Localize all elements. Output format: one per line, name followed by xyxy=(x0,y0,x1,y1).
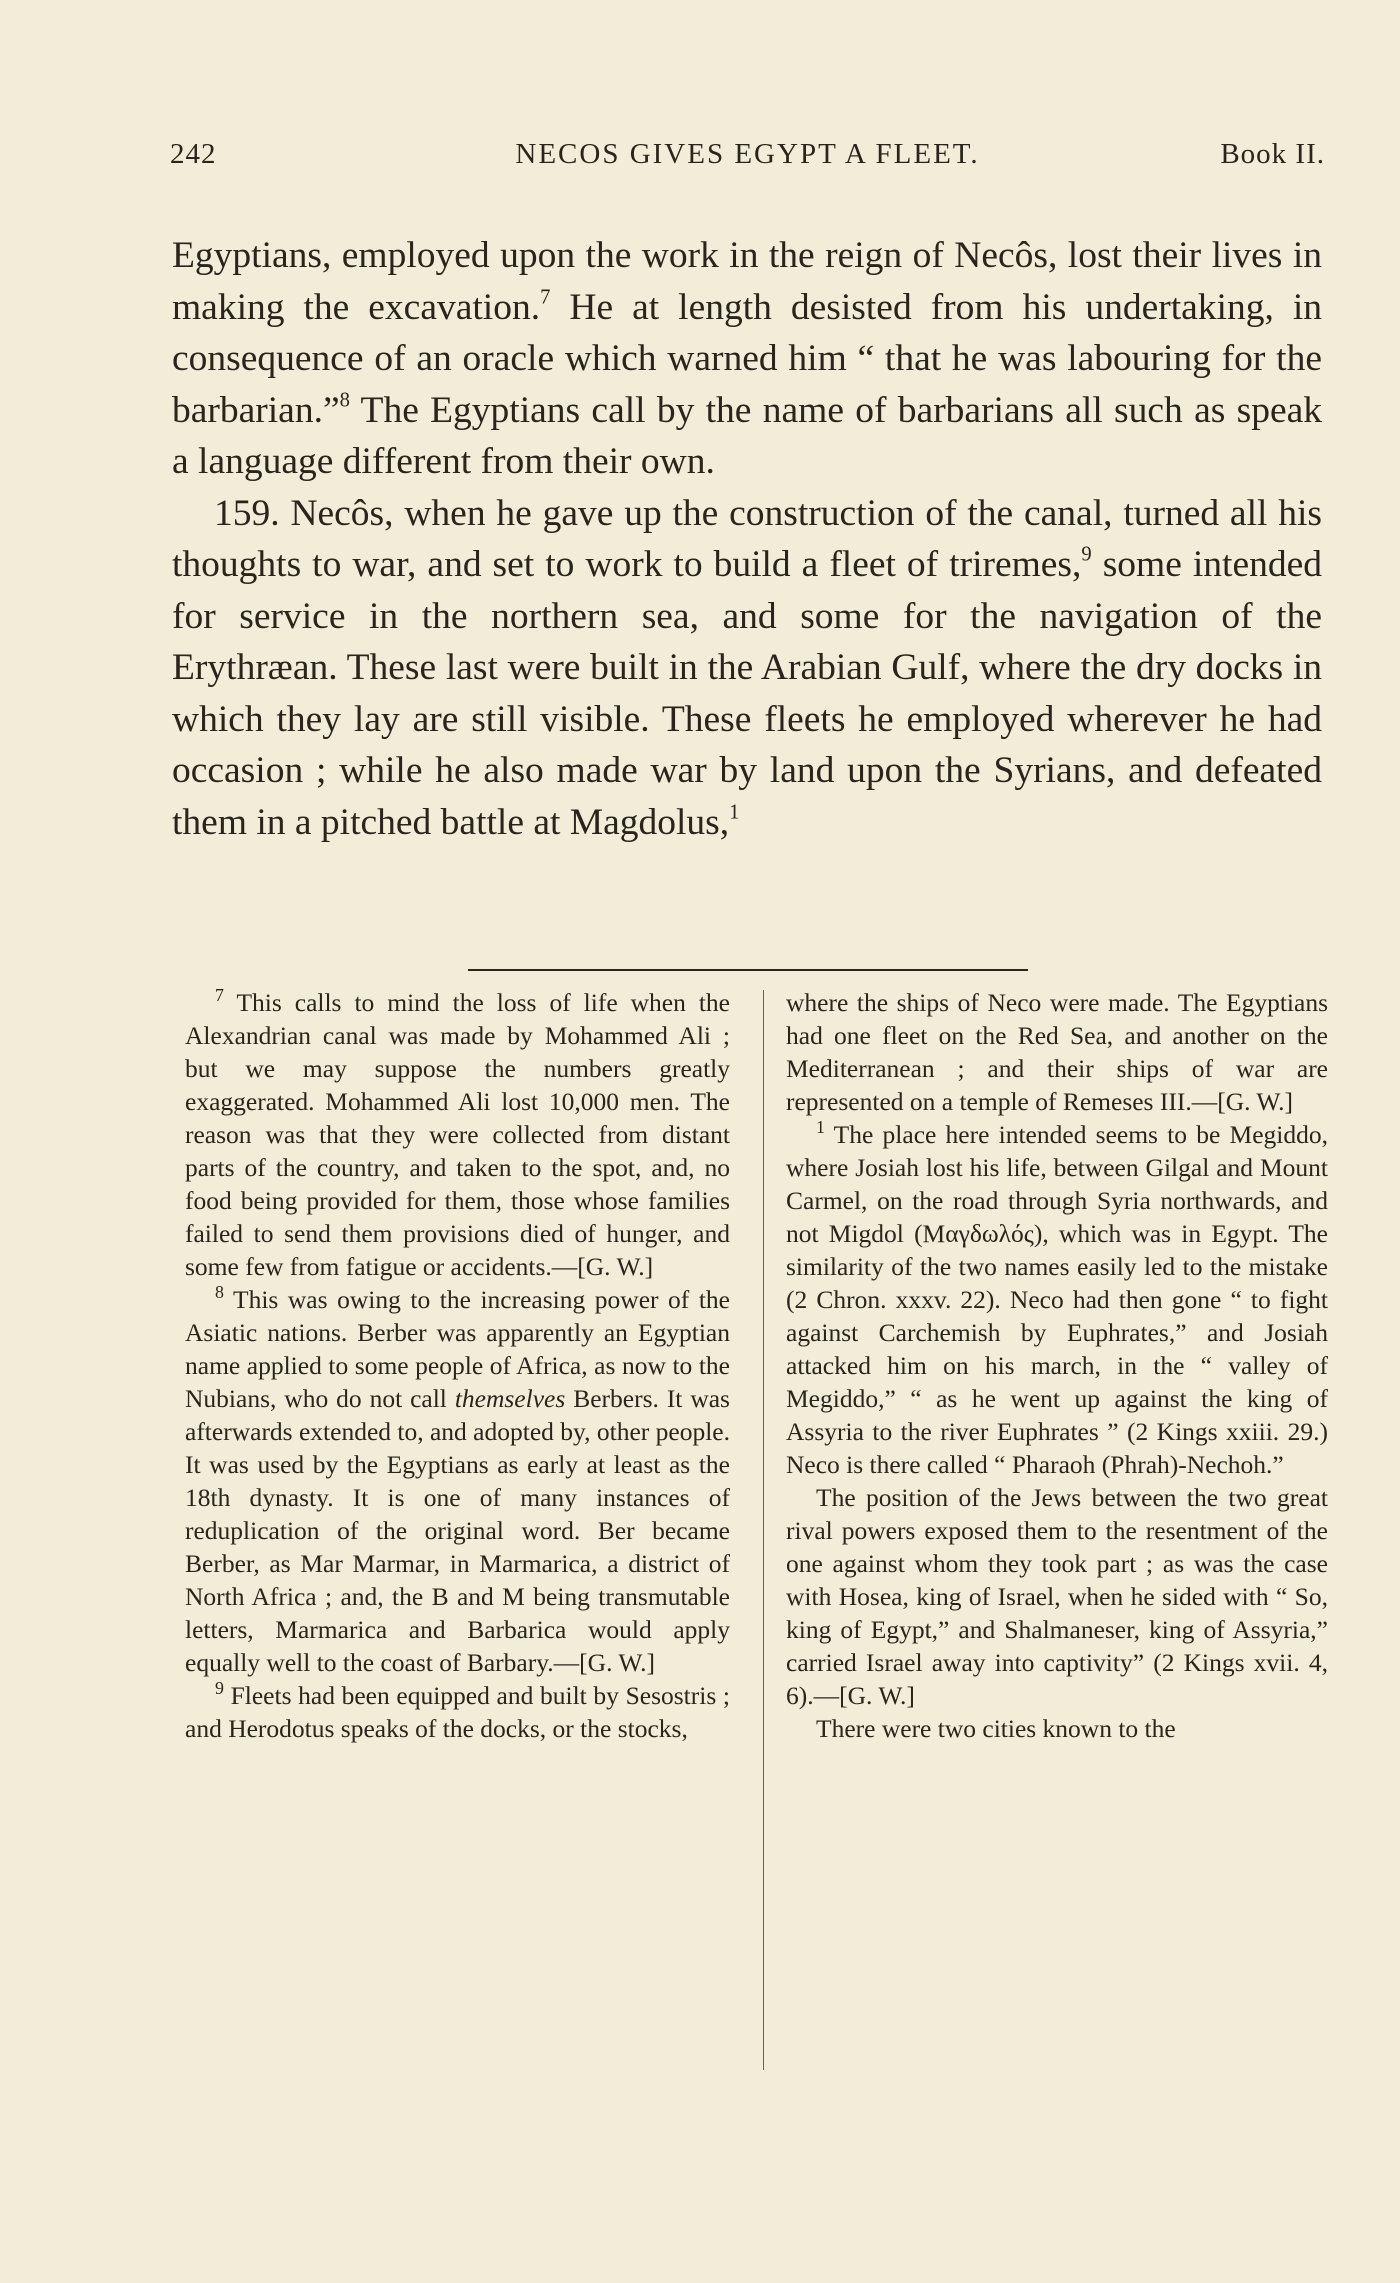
paragraph-159: 159. Necôs, when he gave up the construction of the canal, turned all his thoughts to war, and set to work to build a fleet of triremes,$^9$ some intended for service in the northern sea, and some for the navigation of the Erythræan. These last were built in the Arabian Gulf, where the dry docks in which they lay are still visible. These fleets he employed wherever he had occasion ; while he also made war by land upon the Syrians, and defeated them in a pitched battle at Magdolus,$^1$ xyxy=(172,492,1322,843)
footnote-ref-8: 8 xyxy=(339,389,350,412)
footnotes-left-column xyxy=(185,986,730,1745)
footnote-9-continued: where the ships of Neco were made. The Egyptians had one fleet on the Red Sea, and another on the Mediterranean ; and their ships of war are represented on a temple of Remeses III.—[G. W.] xyxy=(786,988,1328,1116)
book-label: Book II. xyxy=(1220,138,1325,170)
page-header xyxy=(170,138,1325,178)
footnote-ref-1: 1 xyxy=(729,801,740,824)
footnote-1: $^1$ The place here intended seems to be Megiddo, where Josiah lost his life, between Gilgal and Mount Carmel, on the road through Syria northwards, and not Migdol (Μαγδωλός), which was in Egypt. The similarity of the two names easily led to the mistake (2 Chron. xxxv. 22). Neco had then gone “ to fight against Carchemish by Euphrates,” and Josiah attacked him on his march, in the “ valley of Megiddo,” “ as he went up against the king of Assyria to the river Euphrates ” (2 Kings xxiii. 29.) Neco is there called “ Pharaoh (Phrah)-Nechoh.” xyxy=(786,1117,1328,1479)
footnotes-right-column xyxy=(786,986,1328,1745)
paragraph-158-end: Egyptians, employed upon the work in the reign of Necôs, lost their lives in making the excavation.$^7$ He at length desisted from his undertaking, in consequence of an oracle which warned him “ that he was labouring for the barbarian.”$^8$ The Egyptians call by the name of barbarians all such as speak a language different from their own. xyxy=(172,235,1322,482)
running-title: NECOS GIVES EGYPT A FLEET. xyxy=(515,138,980,170)
footnote-ref-9: 9 xyxy=(1081,543,1092,566)
footnote-1-cities-paragraph: There were two cities known to the xyxy=(816,1714,1176,1743)
footnote-ref-7: 7 xyxy=(540,286,551,309)
footnote-1-jews-paragraph: The position of the Jews between the two great rival powers exposed them to the resentment of the one against whom they took part ; as was the case with Hosea, king of Israel, when he sided with “ So, king of Egypt,” and Shalmaneser, king of Assyria,” carried Israel away into captivity” (2 Kings xvii. 4, 6).—[G. W.] xyxy=(786,1483,1328,1710)
main-text xyxy=(172,230,1322,848)
footnote-7: $^7$ This calls to mind the loss of life when the Alexandrian canal was made by Mohammed Ali ; but we may suppose the numbers greatly exaggerated. Mohammed Ali lost 10,000 men. The reason was that they were collected from distant parts of the country, and taken to the spot, and, no food being provided for them, those whose families failed to send them provisions died of hunger, and some few from fatigue or accidents.—[G. W.] xyxy=(185,985,730,1281)
page-number: 242 xyxy=(170,138,217,170)
footnote-rule xyxy=(468,969,1028,971)
footnote-8: $^8$ This was owing to the increasing power of the Asiatic nations. Berber was apparently an Egyptian name applied to some people of Africa, as now to the Nubians, who do not call themselves Berbers. It was afterwards extended to, and adopted by, other people. It was used by the Egyptians as early at least as the 18th dynasty. It is one of many instances of reduplication of the original word. Ber became Berber, as Mar Marmar, in Marmarica, a district of North Africa ; and, the B and M being transmutable letters, Marmarica and Barbarica would apply equally well to the coast of Barbary.—[G. W.] xyxy=(185,1282,730,1677)
footnote-9: $^9$ Fleets had been equipped and built by Sesostris ; and Herodotus speaks of the docks, or the stocks, xyxy=(185,1678,730,1743)
column-divider xyxy=(763,990,764,2070)
